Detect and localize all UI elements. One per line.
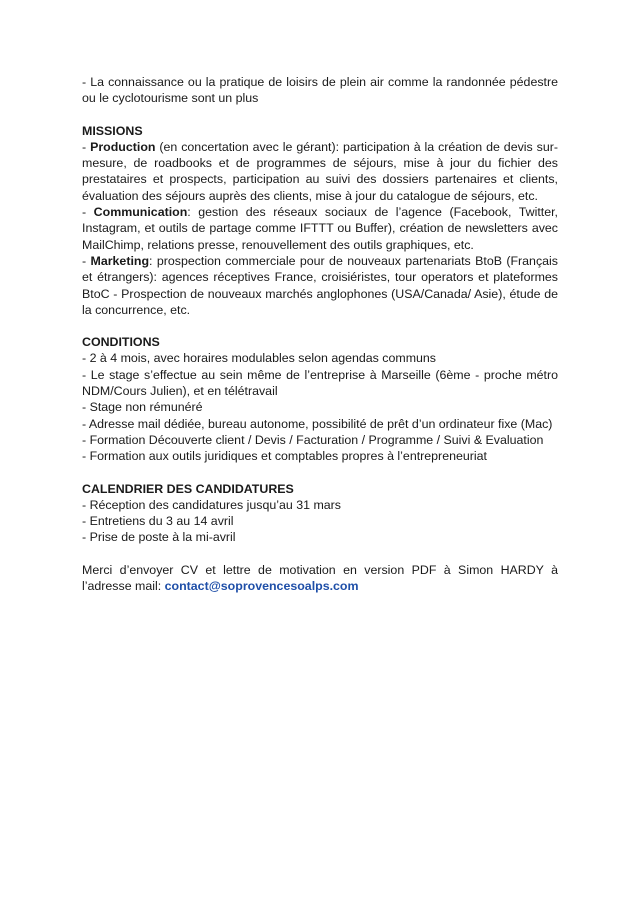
mission-item-communication — [82, 204, 558, 253]
conditions-item: - Le stage s’effectue au sein même de l’entreprise à Marseille (6ème - proche métro NDM/Cours Julien), et en télétravail — [82, 367, 558, 399]
conditions-item: - Adresse mail dédiée, bureau autonome, possibilité de prêt d’un ordinateur fixe (Mac) — [82, 416, 553, 431]
closing-section — [82, 562, 558, 595]
closing-paragraph — [82, 562, 558, 595]
calendar-item: - Prise de poste à la mi-avril — [82, 530, 236, 545]
mission-item-title: Production — [90, 139, 156, 154]
mission-item-marketing — [82, 253, 558, 318]
conditions-item: - Formation Découverte client / Devis / Facturation / Programme / Suivi & Evaluation — [82, 432, 544, 447]
mission-item-text: (en concertation avec le gérant): participation à la création de devis sur-mesure, de roadbooks et de programmes de séjours, mise à jour du fichier des prestataires et prospects, participation au suivi des dossiers partenaires et clients, évaluation des séjours auprès des clients, mise à jour du catalogue de séjours, etc. — [82, 139, 558, 203]
calendar-section — [82, 481, 558, 546]
conditions-item: - Stage non rémunéré — [82, 400, 203, 415]
document-page — [82, 74, 558, 594]
mission-item-title: Communication — [93, 205, 188, 220]
calendar-item: - Entretiens du 3 au 14 avril — [82, 514, 234, 529]
missions-section — [82, 123, 558, 319]
contact-email-link[interactable]: contact@soprovencesoalps.com — [164, 579, 359, 594]
closing-text: Merci d’envoyer CV et lettre de motivation en version PDF à Simon HARDY à l’adresse mail: — [82, 562, 558, 594]
conditions-section — [82, 334, 558, 464]
mission-item-production — [82, 139, 558, 204]
calendar-item: - Réception des candidatures jusqu’au 31 mars — [82, 497, 341, 512]
mission-item-text: : gestion des réseaux sociaux de l’agence (Facebook, Twitter, Instagram, et outils de partage comme IFTTT ou Buffer), création de newsletters avec MailChimp, relations presse, renouvellement des outils graphiques, etc. — [82, 205, 558, 252]
conditions-item: - 2 à 4 mois, avec horaires modulables selon agendas communs — [82, 351, 437, 366]
mission-item-prefix: - — [82, 253, 91, 268]
mission-item-text: : prospection commerciale pour de nouveaux partenariats BtoB (Français et étrangers): agences réceptives France, croisiéristes, tour operators et plateformes BtoC - Prospection de nouveaux marchés anglophones (USA/Canada/ Asie), étude de la concurrence, etc. — [82, 253, 558, 317]
mission-item-title: Marketing — [90, 253, 150, 268]
missions-heading: MISSIONS — [82, 123, 143, 138]
intro-paragraph: - La connaissance ou la pratique de loisirs de plein air comme la randonnée pédestre ou le cyclotourisme sont un plus — [82, 75, 558, 106]
mission-item-prefix: - — [82, 139, 91, 154]
conditions-item: - Formation aux outils juridiques et comptables propres à l’entrepreneuriat — [82, 449, 487, 464]
calendar-heading: CALENDRIER DES CANDIDATURES — [82, 481, 294, 496]
mission-item-prefix: - — [82, 205, 94, 220]
conditions-heading: CONDITIONS — [82, 335, 160, 350]
